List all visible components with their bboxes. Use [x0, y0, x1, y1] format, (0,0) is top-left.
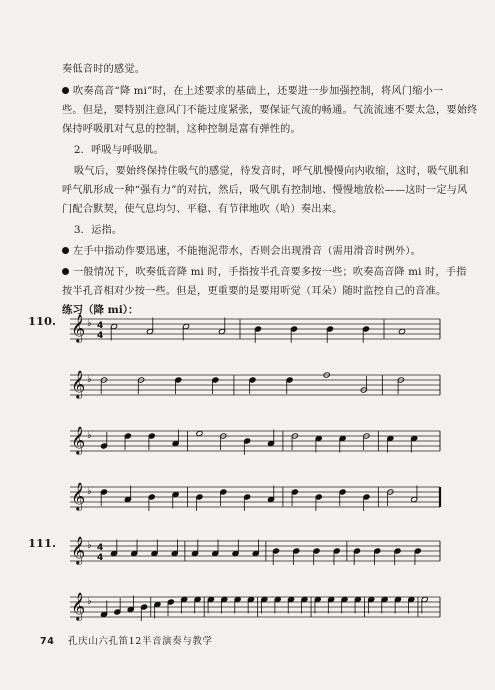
staff-system	[0, 421, 495, 461]
staff-system	[0, 477, 495, 517]
staff-system	[0, 531, 495, 571]
flat-icon: ♭	[87, 430, 92, 441]
paragraph-line: 按半孔音相对少按一些。但是，更重要的是要用听觉（耳朵）随时监控自己的音准。	[62, 286, 447, 297]
time-signature-top: 4	[97, 321, 104, 331]
flat-icon: ♭	[87, 540, 92, 551]
bullet-icon	[62, 268, 69, 275]
treble-clef-icon: 𝄞	[71, 370, 86, 398]
paragraph-line: 吸气后，要始终保持住吸气的感觉，待发音时，呼气肌慢慢向内收缩，这时，吸气肌和	[74, 166, 469, 177]
paragraph-line: 门配合默契，使气息均匀、平稳、有节律地吹（哈）奏出来。	[62, 204, 343, 215]
page-number: 74	[40, 636, 55, 647]
section-heading: 3．运指。	[74, 225, 123, 236]
paragraph-line: 保持呼吸肌对气息的控制，这种控制是富有弹性的。	[62, 124, 301, 135]
staff-system	[0, 587, 495, 627]
time-signature-bottom: 4	[97, 331, 104, 341]
book-title: 孔庆山六孔笛12半音演奏与教学	[68, 636, 213, 647]
treble-clef-icon: 𝄞	[71, 314, 86, 342]
treble-clef-icon: 𝄞	[71, 482, 86, 510]
paragraph-text: 左手中指动作要迅速，不能拖泥带水，否则会出现滑音（需用滑音时例外）。	[73, 246, 422, 257]
page-footer	[40, 633, 213, 647]
time-signature-bottom: 4	[97, 553, 104, 563]
paragraph-line: 呼气肌形成一种“强有力”的对抗，然后，吸气肌有控制地、慢慢地放松——这时一定与风	[62, 185, 468, 196]
paragraph-line: 些。但是，要特别注意风门不能过度紧张，要保证气流的畅通。气流流速不要太急，要始终	[62, 105, 478, 116]
time-signature-top: 4	[97, 543, 104, 553]
exercise-number: 110.	[28, 314, 57, 328]
treble-clef-icon: 𝄞	[71, 536, 86, 564]
paragraph-line	[62, 82, 444, 101]
paragraph-text: 吹奏高音“降 mi”时，在上述要求的基础上，还要进一步加强控制，将风门缩小一	[73, 86, 444, 97]
flat-icon: ♭	[87, 374, 92, 385]
flat-icon: ♭	[87, 596, 92, 607]
paragraph-text: 一般情况下，吹奏低音降 mi 时，手指按半孔音要多按一些；吹奏高音降 mi 时，手指	[73, 267, 467, 278]
flat-icon: ♭	[87, 486, 92, 497]
section-heading: 2．呼吸与呼吸肌。	[74, 145, 164, 156]
exercise-title: 练习（降 mi）：	[62, 304, 139, 316]
staff-system	[0, 365, 495, 405]
paragraph-line	[62, 263, 467, 282]
staff-system	[0, 309, 495, 349]
bullet-icon	[62, 87, 69, 94]
text-line: 奏低音时的感觉。	[62, 64, 146, 75]
paragraph-line	[62, 242, 434, 261]
treble-clef-icon: 𝄞	[71, 592, 86, 620]
exercise-number: 111.	[28, 536, 57, 550]
bullet-icon	[62, 247, 69, 254]
flat-icon: ♭	[87, 318, 92, 329]
treble-clef-icon: 𝄞	[71, 426, 86, 454]
